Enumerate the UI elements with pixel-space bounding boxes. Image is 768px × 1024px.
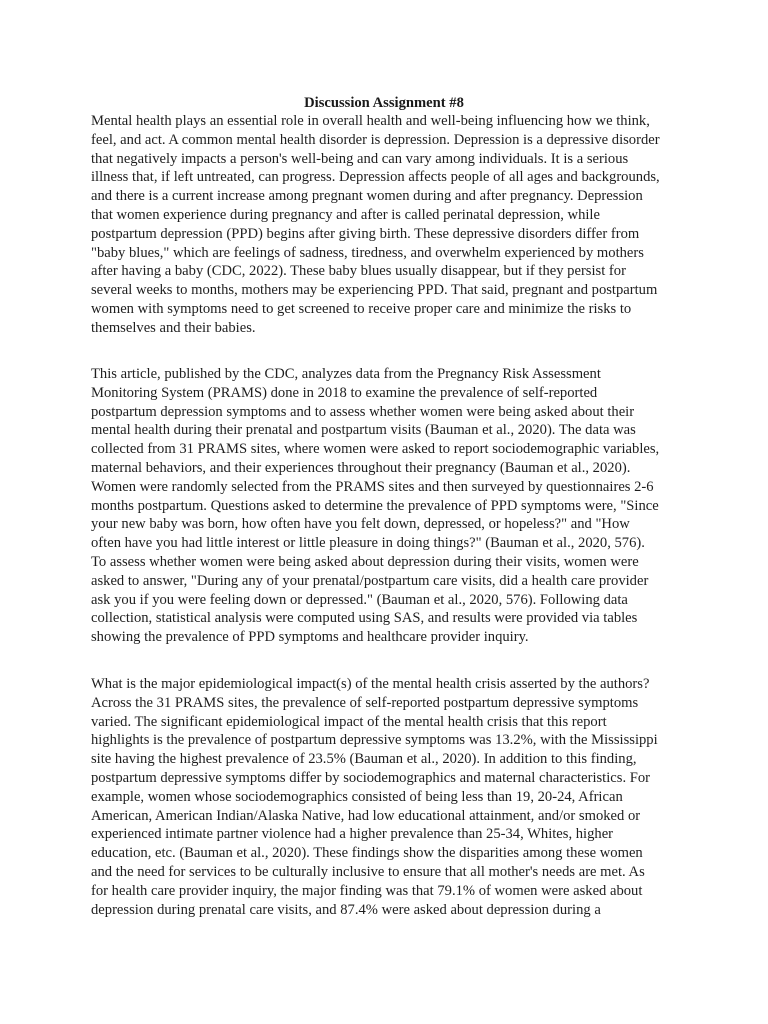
text-line: What is the major epidemiological impact(s) of the mental health crisis asserted by the authors? <box>91 676 650 692</box>
text-line: Across the 31 PRAMS sites, the prevalence of self-reported postpartum depressive symptoms <box>91 694 639 711</box>
text-line: months postpartum. Questions asked to determine the prevalence of PPD symptoms were, "Since <box>91 497 659 514</box>
text-line: and there is a current increase among pregnant women during and after pregnancy. Depression <box>91 188 643 205</box>
text-line: after having a baby (CDC, 2022). These baby blues usually disappear, but if they persist for <box>91 263 626 280</box>
paragraph-intro <box>91 112 691 338</box>
text-line: Monitoring System (PRAMS) done in 2018 to examine the prevalence of self-reported <box>91 384 598 401</box>
text-line: This article, published by the CDC, analyzes data from the Pregnancy Risk Assessment <box>91 366 601 382</box>
text-line: and the need for services to be culturally inclusive to ensure that all mother's needs are met. As <box>91 863 645 880</box>
text-line: that negatively impacts a person's well-being and can vary among individuals. It is a serious <box>91 150 629 167</box>
text-line: themselves and their babies. <box>91 319 256 336</box>
text-line: ask you if you were feeling down or depressed." (Bauman et al., 2020, 576). Following data <box>91 591 628 608</box>
text-line: maternal behaviors, and their experiences throughout their pregnancy (Bauman et al., 2020). <box>91 459 631 476</box>
text-line: collected from 31 PRAMS sites, where women were asked to report sociodemographic variables, <box>91 441 660 458</box>
text-line: Women were randomly selected from the PRAMS sites and then surveyed by questionnaires 2-6 <box>91 478 654 495</box>
text-line: showing the prevalence of PPD symptoms and healthcare provider inquiry. <box>91 629 529 646</box>
text-line: collection, statistical analysis were computed using SAS, and results were provided via tables <box>91 610 638 627</box>
text-line: site having the highest prevalence of 23.5% (Bauman et al., 2020). In addition to this finding, <box>91 751 637 768</box>
text-line: postpartum depressive symptoms differ by sociodemographics and maternal characteristics. For <box>91 769 651 786</box>
text-line: that women experience during pregnancy and after is called perinatal depression, while <box>91 206 600 223</box>
text-line: feel, and act. A common mental health disorder is depression. Depression is a depressive disorder <box>91 131 660 148</box>
text-line: several weeks to months, mothers may be experiencing PPD. That said, pregnant and postpartum <box>91 282 658 299</box>
text-line: example, women whose sociodemographics consisted of being less than 19, 20-24, African <box>91 788 623 805</box>
text-line: varied. The significant epidemiological impact of the mental health crisis that this report <box>91 713 607 730</box>
text-line: Mental health plays an essential role in overall health and well-being influencing how we think, <box>91 113 650 129</box>
text-line: for health care provider inquiry, the major finding was that 79.1% of women were asked about <box>91 882 643 899</box>
text-line: your new baby was born, how often have you felt down, depressed, or hopeless?" and "How <box>91 516 630 533</box>
text-line: postpartum depression (PPD) begins after giving birth. These depressive disorders differ from <box>91 225 640 242</box>
text-line: education, etc. (Bauman et al., 2020). These findings show the disparities among these women <box>91 845 643 862</box>
text-line: women with symptoms need to get screened to receive proper care and minimize the risks to <box>91 300 632 317</box>
text-line: highlights is the prevalence of postpartum depressive symptoms was 13.2%, with the Mississippi <box>91 732 658 749</box>
text-line: experienced intimate partner violence had a higher prevalence than 25-34, Whites, higher <box>91 826 614 843</box>
text-line: postpartum depression symptoms and to assess whether women were being asked about their <box>91 403 635 420</box>
document-title: Discussion Assignment #8 <box>304 95 464 111</box>
text-line: asked to answer, "During any of your prenatal/postpartum care visits, did a health care provider <box>91 572 649 589</box>
paragraph-epidemiological-impact <box>91 675 691 919</box>
text-line: mental health during their prenatal and postpartum visits (Bauman et al., 2020). The data was <box>91 422 636 439</box>
text-line: often have you had little interest or little pleasure in doing things?" (Bauman et al., 2020, 576). <box>91 535 645 552</box>
text-line: "baby blues," which are feelings of sadness, tiredness, and overwhelm experienced by mothers <box>91 244 644 261</box>
paragraph-article-summary <box>91 365 691 647</box>
text-line: illness that, if left untreated, can progress. Depression affects people of all ages and backgrounds, <box>91 169 660 186</box>
text-line: To assess whether women were being asked about depression during their visits, women were <box>91 553 639 570</box>
text-line: American, American Indian/Alaska Native, had low educational attainment, and/or smoked or <box>91 807 641 824</box>
text-line: depression during prenatal care visits, and 87.4% were asked about depression during a <box>91 901 601 918</box>
